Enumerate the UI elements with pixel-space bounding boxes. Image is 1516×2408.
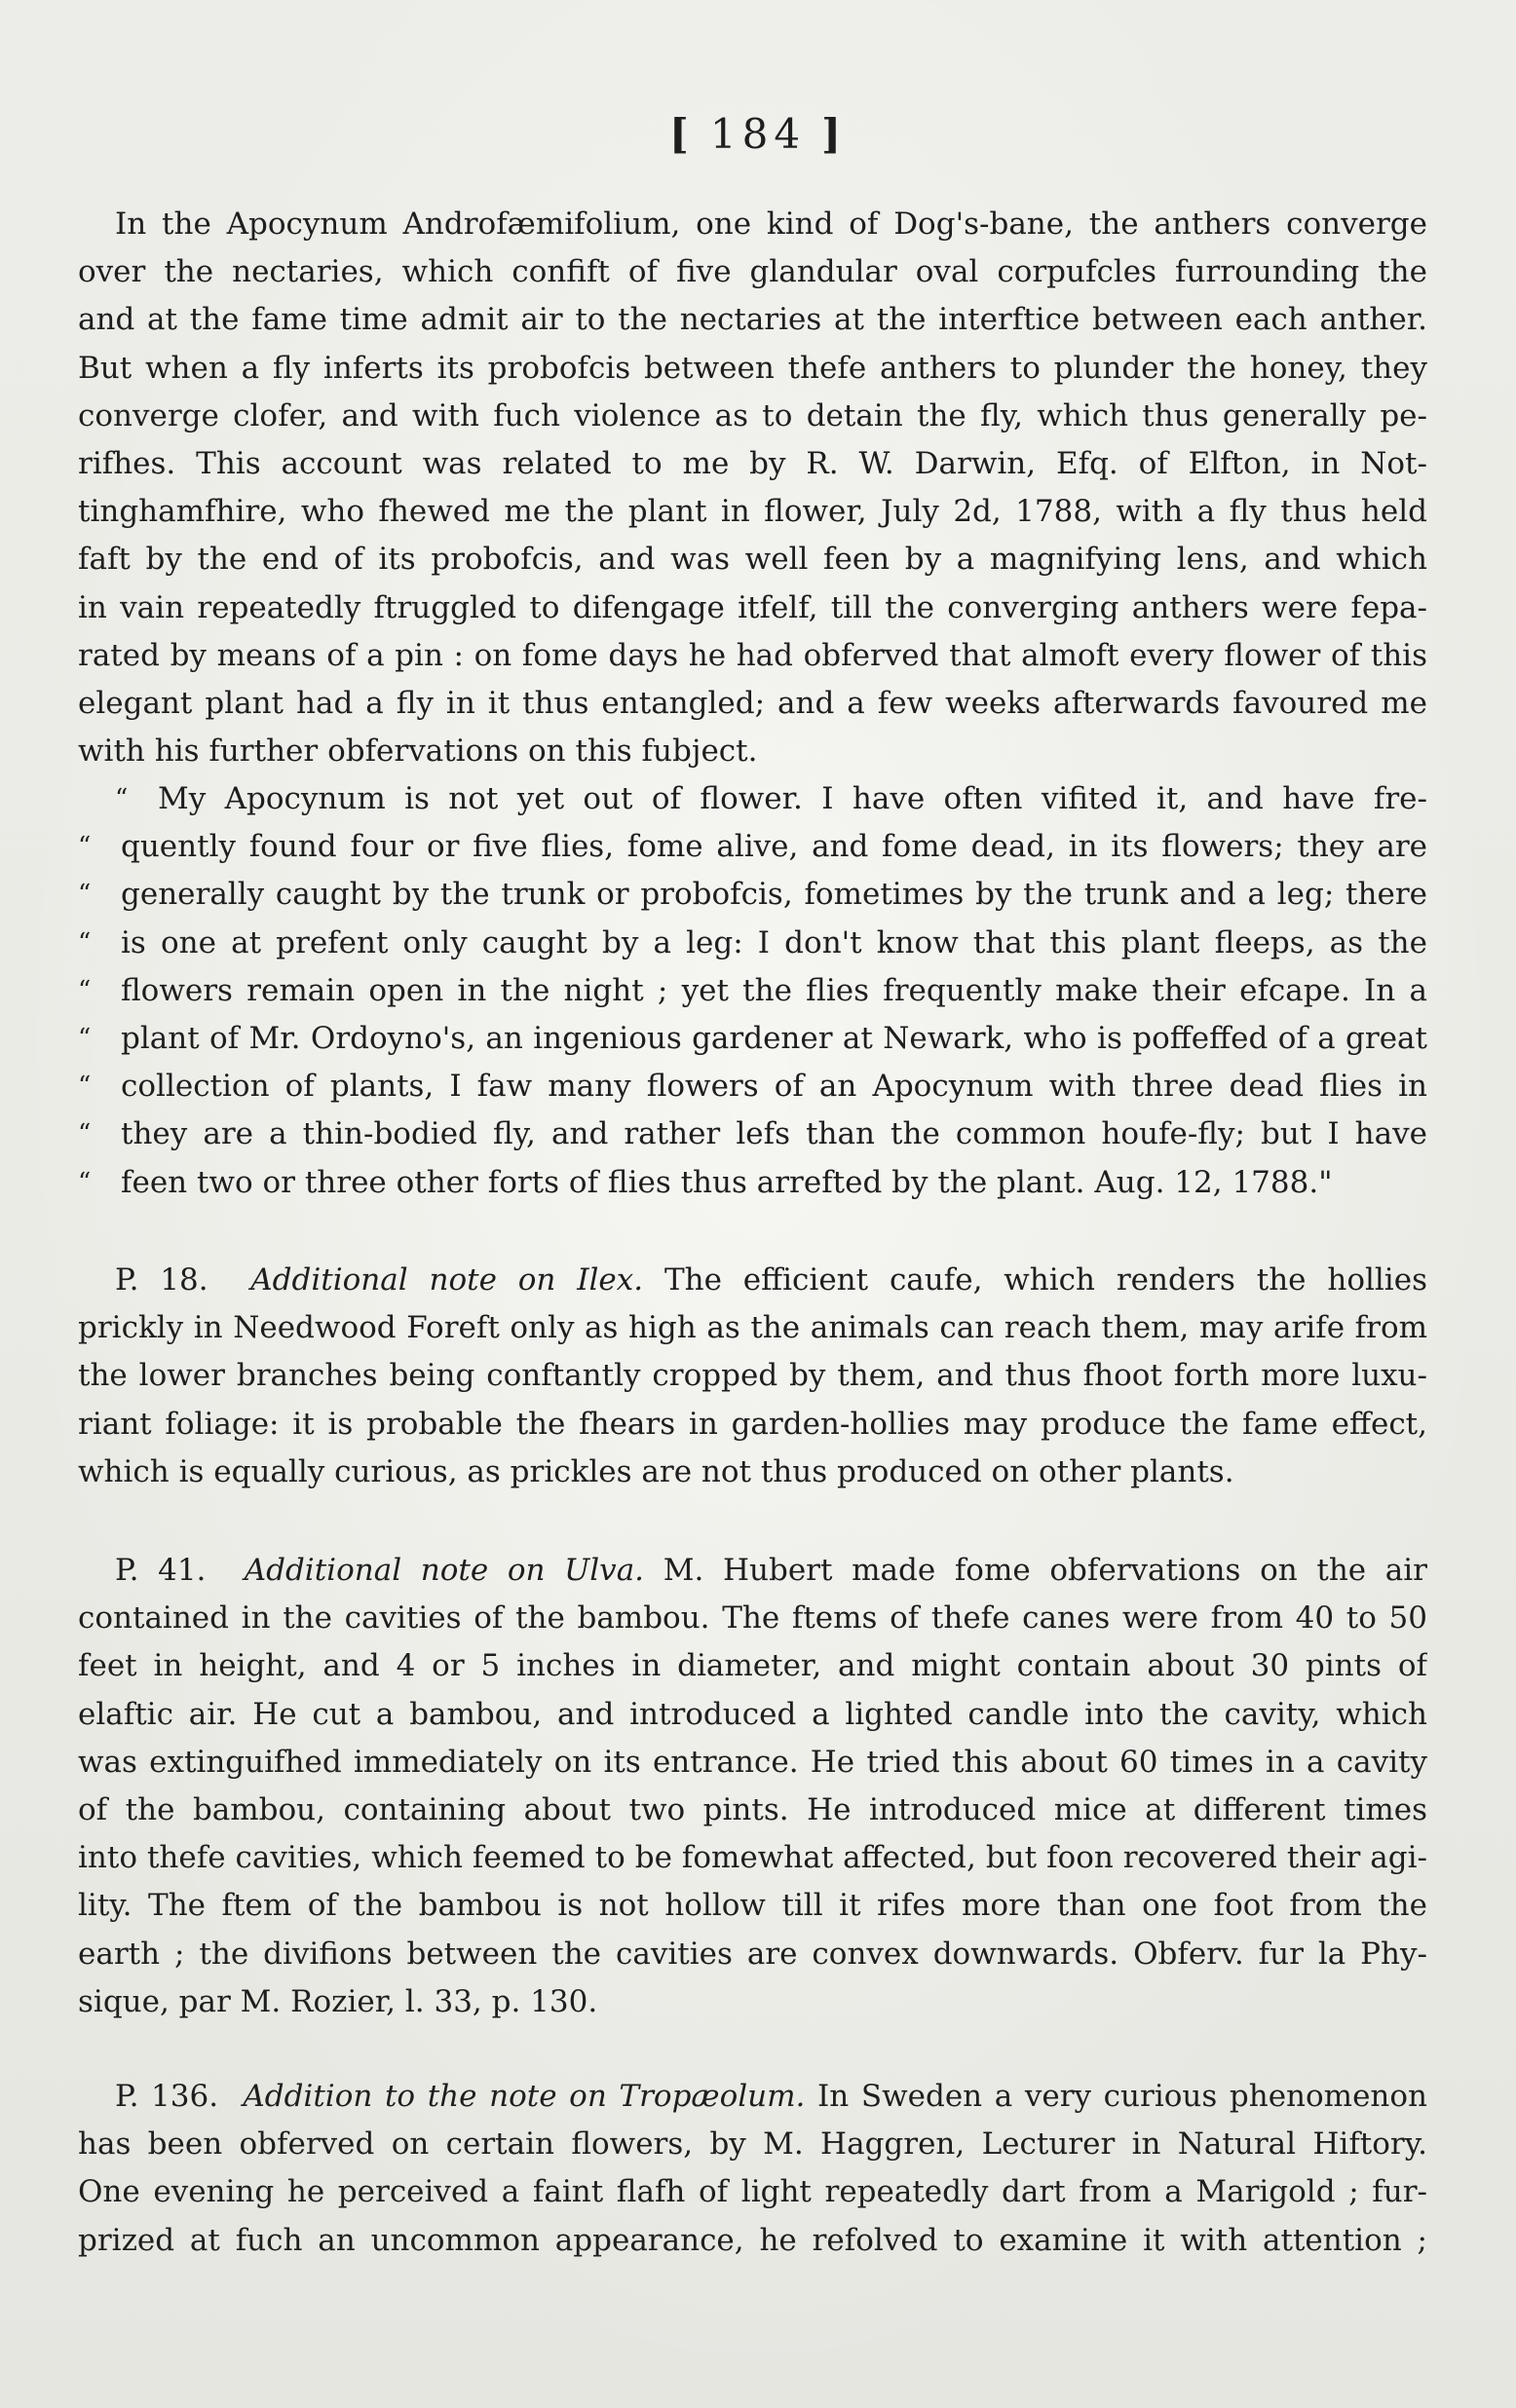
quote-line: “ generally caught by the trunk or probofcis, fometimes by the trunk and a leg; there [78,871,1427,919]
page-reference: P. 18. [115,1262,208,1298]
text-line: One evening he perceived a faint flafh of light repeatedly dart from a Marigold ; fur- [78,2174,1427,2210]
quote-line: “ feen two or three other forts of flies thus arrefted by the plant. Aug. 12, 1788." [78,1159,1427,1207]
text-line: and at the fame time admit air to the nectaries at the interftice between each anther. [78,302,1427,338]
text-line: faft by the end of its probofcis, and was well feen by a magnifying lens, and which [78,542,1427,578]
text-line: with his further obfervations on this fubject. [78,734,758,770]
text-line: elegant plant had a fly in it thus entangled; and a few weeks afterwards favoured me [78,685,1427,721]
text-line: prickly in Needwood Foreft only as high as the animals can reach them, may arife from [78,1310,1427,1346]
quote-line: “ quently found four or five flies, fome alive, and fome dead, in its flowers; they are [78,823,1427,871]
folio-number: 184 [709,110,807,158]
quote-line: “ flowers remain open in the night ; yet the flies frequently make their efcape. In a [78,967,1427,1015]
page-reference: P. 41. [115,1553,207,1588]
quote-line: “ collection of plants, I faw many flowers of an Apocynum with three dead flies in [78,1063,1427,1110]
paragraph-apocynum [78,201,1427,775]
paragraph-ilex-note [78,1257,1427,1496]
paragraph-ulva-note [78,1547,1427,2026]
quote-line: “ they are a thin-bodied fly, and rather lefs than the common houfe-fly; but I have [78,1110,1427,1158]
page-number [0,105,1516,164]
text-line: in vain repeatedly ftruggled to difengage itfelf, till the converging anthers were fepa- [78,589,1427,625]
text-line: feet in height, and 4 or 5 inches in diameter, and might contain about 30 pints of [78,1648,1427,1684]
text-line: In the Apocynum Androfæmifolium, one kind of Dog's-bane, the anthers converge [115,207,1427,242]
text-line: sique, par M. Rozier, l. 33, p. 130. [78,1983,598,2019]
paragraph-tropaeolum-note [78,2073,1427,2265]
text-line: over the nectaries, which confift of five glandular oval corpufcles furrounding the [78,254,1427,290]
note-text: M. Hubert made fome obfervations on the air [663,1553,1427,1588]
text-line: lity. The ftem of the bambou is not hollow till it rifes more than one foot from the [78,1888,1427,1924]
text-line: prized at fuch an uncommon appearance, he refolved to examine it with attention ; [78,2222,1427,2258]
text-line: riant foliage: it is probable the fhears in garden-hollies may produce the fame effect, [78,1406,1427,1442]
page-reference: P. 136. [115,2079,219,2114]
note-first-line [78,1257,1427,1304]
quote-line: “ My Apocynum is not yet out of flower. I have often vifited it, and have fre- [78,775,1427,823]
text-line: into thefe cavities, which feemed to be fomewhat affected, but foon recovered their agi- [78,1840,1427,1876]
text-line: which is equally curious, as prickles are not thus produced on other plants. [78,1453,1234,1489]
note-first-line [78,2073,1427,2121]
text-line: converge clofer, and with fuch violence as to detain the fly, which thus generally pe- [78,397,1427,433]
text-line: was extinguifhed immediately on its entrance. He tried this about 60 times in a cavity [78,1744,1427,1780]
note-heading: Additional note on Ilex. [250,1262,644,1298]
text-line: the lower branches being conftantly cropped by them, and thus fhoot forth more luxu- [78,1358,1427,1394]
text-line: But when a fly inferts its probofcis between thefe anthers to plunder the honey, they [78,350,1427,386]
text-line: contained in the cavities of the bambou. The ftems of thefe canes were from 40 to 50 [78,1600,1427,1637]
text-line: rated by means of a pin : on fome days he had obferved that almoft every flower of this [78,637,1427,673]
text-line: earth ; the divifions between the cavities are convex downwards. Obferv. fur la Phy- [78,1936,1427,1972]
text-line: has been obferved on certain flowers, by M. Haggren, Lecturer in Natural Hiftory. [78,2126,1427,2163]
text-line: elaftic air. He cut a bambou, and introduced a lighted candle into the cavity, which [78,1696,1427,1732]
note-first-line [78,1547,1427,1595]
quote-line: “ plant of Mr. Ordoyno's, an ingenious gardener at Newark, who is poffeffed of a great [78,1015,1427,1063]
folio-close-bracket: ] [821,110,847,158]
note-heading: Addition to the note on Tropæolum. [243,2079,806,2114]
paragraph-quoted-letter [78,775,1427,1207]
note-heading: Additional note on Ulva. [244,1553,645,1588]
note-text: In Sweden a very curious phenomenon [817,2079,1427,2114]
text-line: of the bambou, containing about two pints. He introduced mice at different times [78,1791,1427,1827]
text-line: tinghamfhire, who fhewed me the plant in flower, July 2d, 1788, with a fly thus held [78,494,1427,530]
note-text: The efficient caufe, which renders the hollies [663,1262,1427,1298]
folio-open-bracket: [ [669,110,695,158]
text-line: rifhes. This account was related to me by R. W. Darwin, Efq. of Elfton, in Not- [78,445,1427,481]
quote-line: “ is one at prefent only caught by a leg: I don't know that this plant fleeps, as the [78,920,1427,967]
